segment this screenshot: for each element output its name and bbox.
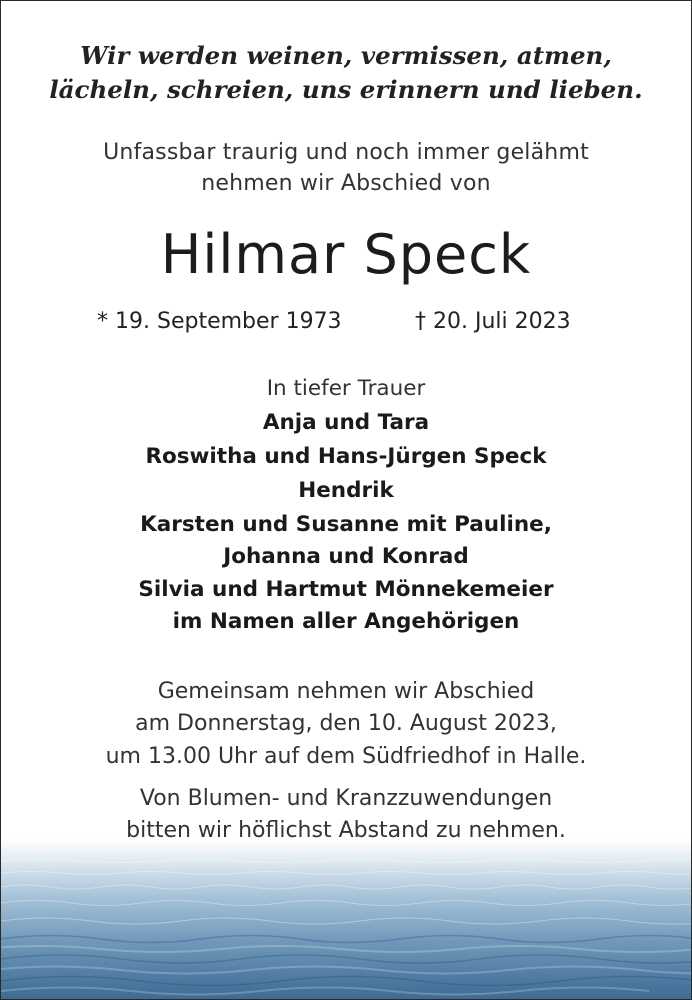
funeral-line-3: um 13.00 Uhr auf dem Südfriedhof in Halle. (105, 744, 587, 769)
mourner-name: Roswitha und Hans-Jürgen Speck (145, 444, 547, 469)
mourner-name: Johanna und Konrad (223, 544, 469, 569)
mourning-label: In tiefer Trauer (266, 376, 426, 401)
mourner-name: Anja und Tara (262, 410, 430, 435)
sea-water-graphic (1, 839, 691, 999)
deceased-name: Hilmar Speck (160, 223, 532, 286)
mourner-name: im Namen aller Angehörigen (172, 609, 520, 634)
mourner-name: Karsten und Susanne mit Pauline, (140, 512, 552, 537)
sea-water-image (1, 839, 691, 999)
death-date: † 20. Juli 2023 (415, 309, 571, 334)
motto-line-1: Wir werden weinen, vermissen, atmen, (80, 41, 612, 70)
intro-line-1: Unfassbar traurig und noch immer gelähmt (103, 140, 589, 165)
motto-line-2: lächeln, schreien, uns erinnern und lieben. (49, 75, 643, 104)
mourner-name: Silvia und Hartmut Mönnekemeier (138, 577, 554, 602)
intro-line-2: nehmen wir Abschied von (201, 171, 491, 196)
request-line-2: bitten wir höflichst Abstand zu nehmen. (126, 818, 566, 843)
mourner-name: Hendrik (298, 478, 394, 503)
birth-date: * 19. September 1973 (97, 309, 342, 334)
request-line-1: Von Blumen- und Kranzzuwendungen (139, 786, 553, 811)
funeral-line-2: am Donnerstag, den 10. August 2023, (135, 711, 557, 736)
life-dates (1, 309, 691, 339)
funeral-line-1: Gemeinsam nehmen wir Abschied (157, 679, 535, 704)
